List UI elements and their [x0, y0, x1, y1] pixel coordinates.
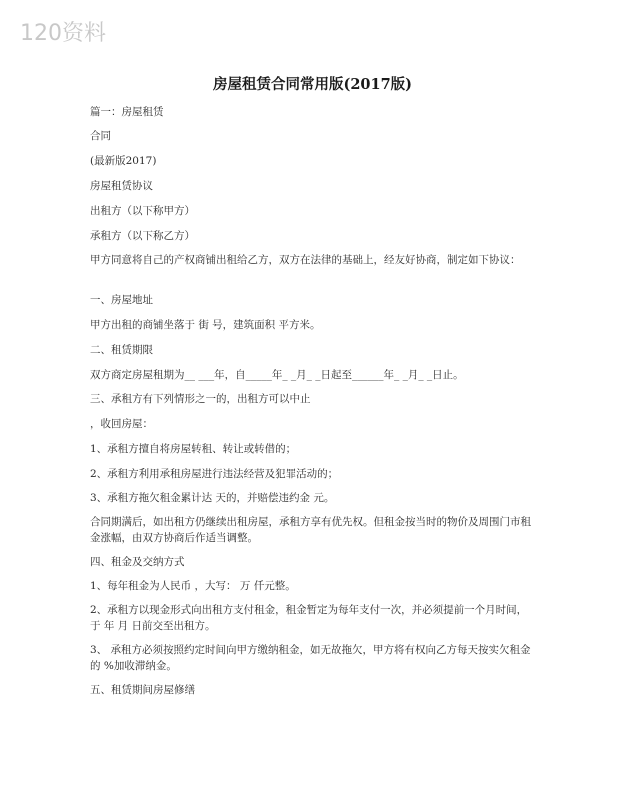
paragraph: 合同期满后，如出租方仍继续出租房屋，承租方享有优先权。但租金按当时的物价及周围门市租金涨幅，由双方协商后作适当调整。 [90, 516, 531, 544]
section-heading: 五、租赁期间房屋修缮 [90, 684, 195, 696]
list-item: 2、承租方以现金形式向出租方支付租金，租金暂定为每年支付一次，并必须提前一个月时间，于 年 月 日前交至出租方。 [90, 604, 528, 632]
section-heading: 二、租赁期限 [90, 344, 153, 356]
list-item: 1、承租方擅自将房屋转租、转让或转借的； [90, 443, 297, 455]
watermark-logo: 120资料 [20, 21, 106, 46]
paragraph: 甲方同意将自己的产权商铺出租给乙方，双方在法律的基础上，经友好协商，制定如下协议： [90, 254, 521, 266]
section-heading: 三、承租方有下列情形之一的，出租方可以中止 [90, 393, 311, 405]
paragraph: (最新版2017) [90, 155, 157, 167]
paragraph: 双方商定房屋租期为__ ___年，自_____年_ _月_ _日起至______年_ _月_ _日止。 [90, 369, 464, 381]
paragraph-section-heading: 篇一：房屋租赁 [90, 106, 164, 118]
document-title: 房屋租赁合同常用版(2017版) [212, 76, 413, 93]
list-item: 2、承租方利用承租房屋进行违法经营及犯罪活动的； [90, 468, 339, 480]
list-item: 3、 承租方必须按照约定时间向甲方缴纳租金，如无故拖欠，甲方将有权向乙方每天按实欠租金的 %加收滞纳金。 [90, 644, 531, 672]
paragraph: 甲方出租的商铺坐落于 街 号，建筑面积 平方米。 [90, 319, 321, 331]
paragraph: 房屋租赁协议 [90, 180, 153, 192]
list-item: 3、承租方拖欠租金累计达 天的，并赔偿违约金 元。 [90, 492, 335, 504]
paragraph: ，收回房屋： [90, 418, 153, 430]
paragraph: 合同 [90, 130, 111, 142]
section-heading: 一、房屋地址 [90, 294, 153, 306]
list-item: 1、每年租金为人民币 ，大写： 万 仟元整。 [90, 580, 296, 592]
paragraph-lessor: 出租方（以下称甲方） [90, 205, 195, 217]
section-heading: 四、租金及交纳方式 [90, 556, 185, 568]
paragraph-lessee: 承租方（以下称乙方） [90, 230, 195, 242]
